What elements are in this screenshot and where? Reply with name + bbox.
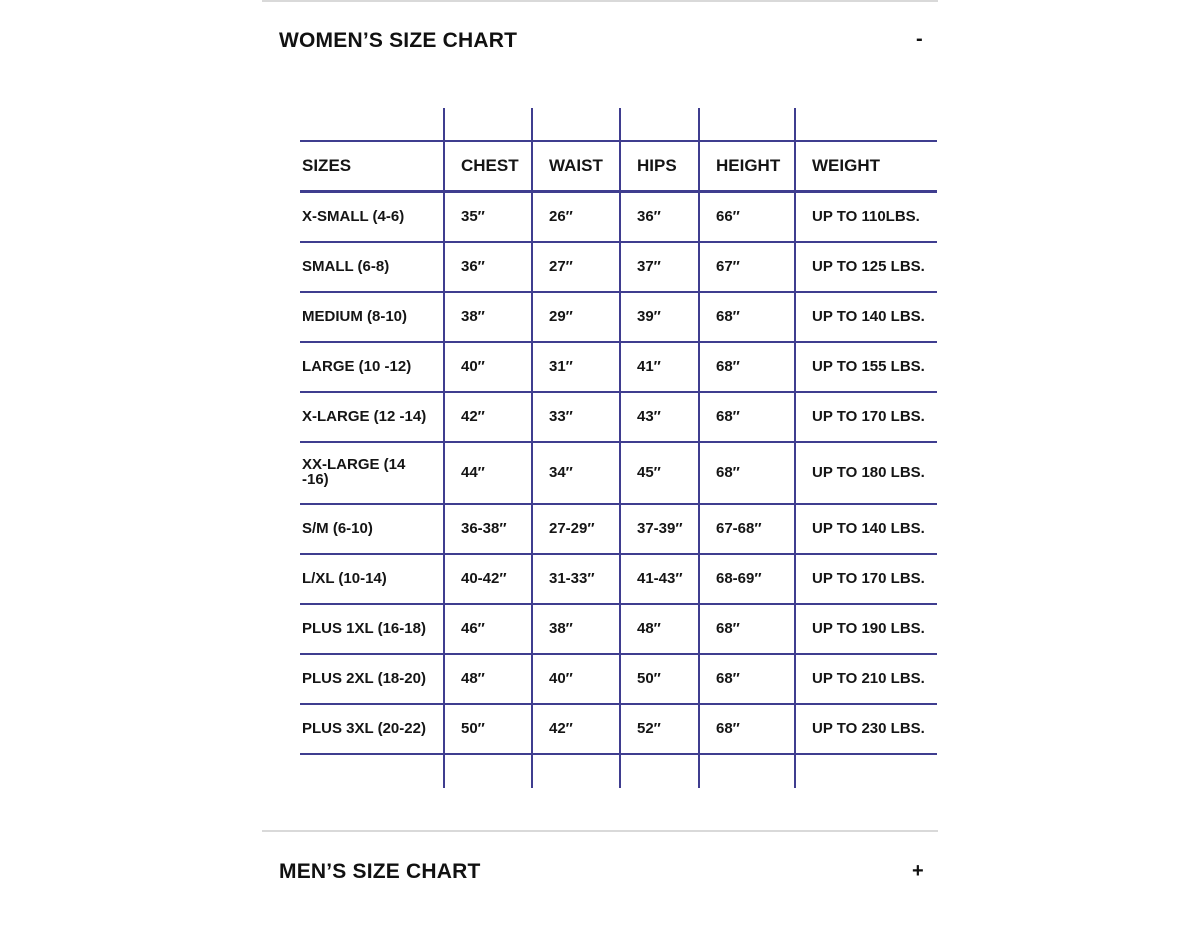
column-header-sizes: SIZES [302,156,352,175]
mens-expand-toggle[interactable]: + [912,860,924,882]
table-cell: 41-43″ [637,570,683,587]
table-cell: 38″ [461,308,485,325]
table-cell: 68″ [716,464,740,481]
table-cell: 40″ [549,670,573,687]
table-cell: 40-42″ [461,570,507,587]
table-cell: 37-39″ [637,520,683,537]
column-header-hips: HIPS [637,156,677,175]
table-cell: 26″ [549,207,573,225]
table-cell: 45″ [637,464,661,481]
header-underline [300,190,937,193]
table-cell: UP TO 110LBS. [812,207,920,225]
table-cell: 36-38″ [461,520,507,537]
table-cell: 68″ [716,308,740,325]
table-cell: 27-29″ [549,520,595,537]
grid-row-divider [300,653,937,655]
size-label: MEDIUM (8-10) [302,308,408,325]
size-label: LARGE (10 -12) [302,358,412,375]
grid-row-divider [300,140,937,142]
divider-top [262,0,938,2]
size-label: X-SMALL (4-6) [302,207,405,225]
table-cell: 34″ [549,464,573,481]
column-header-height: HEIGHT [716,156,781,175]
grid-row-divider [300,503,937,505]
table-cell: UP TO 180 LBS. [812,464,925,481]
size-label: X-LARGE (12 -14) [302,408,427,425]
table-cell: UP TO 170 LBS. [812,570,925,587]
grid-row-divider [300,241,937,243]
grid-row-divider [300,603,937,605]
table-cell: 33″ [549,408,573,425]
table-cell: UP TO 155 LBS. [812,358,925,375]
table-cell: 48″ [637,620,661,637]
table-cell: 68″ [716,408,740,425]
table-cell: 38″ [549,620,573,637]
grid-row-divider [300,341,937,343]
table-cell: 27″ [549,258,573,275]
divider-middle [262,830,938,832]
table-cell: 41″ [637,358,661,375]
size-label: XX-LARGE (14 -16) [302,456,406,488]
grid-column-divider [443,108,445,788]
table-cell: UP TO 190 LBS. [812,620,925,637]
table-cell: UP TO 210 LBS. [812,670,925,687]
womens-size-table [300,108,938,788]
table-cell: 68″ [716,620,740,637]
table-cell: UP TO 125 LBS. [812,258,925,275]
table-cell: 50″ [637,670,661,687]
grid-row-divider [300,703,937,705]
table-cell: 31-33″ [549,570,595,587]
table-cell: 48″ [461,670,485,687]
table-cell: 68″ [716,358,740,375]
column-header-weight: WEIGHT [812,156,880,175]
table-cell: 36″ [637,207,661,225]
table-cell: 42″ [461,408,485,425]
table-cell: 50″ [461,720,485,737]
table-cell: UP TO 230 LBS. [812,720,925,737]
table-cell: 40″ [461,358,485,375]
womens-collapse-toggle[interactable]: - [916,28,923,50]
size-label: PLUS 3XL (20-22) [302,720,426,737]
table-cell: 67″ [716,258,740,275]
table-cell: 67-68″ [716,520,762,537]
table-cell: 39″ [637,308,661,325]
size-label: SMALL (6-8) [302,258,390,275]
grid-column-divider [531,108,533,788]
table-cell: UP TO 140 LBS. [812,308,925,325]
grid-row-divider [300,753,937,755]
table-cell: 44″ [461,464,485,481]
table-cell: 29″ [549,308,573,325]
size-label: L/XL (10-14) [302,570,387,587]
table-cell: 37″ [637,258,661,275]
grid-row-divider [300,553,937,555]
size-label: PLUS 1XL (16-18) [302,620,426,637]
womens-size-chart-title[interactable]: WOMEN’S SIZE CHART [279,29,518,52]
column-header-chest: CHEST [461,156,519,175]
column-header-waist: WAIST [549,156,603,175]
grid-column-divider [794,108,796,788]
table-cell: 52″ [637,720,661,737]
grid-column-divider [698,108,700,788]
mens-size-chart-title[interactable]: MEN’S SIZE CHART [279,860,481,883]
table-cell: UP TO 170 LBS. [812,408,925,425]
table-cell: 46″ [461,620,485,637]
table-cell: 68-69″ [716,570,762,587]
table-cell: 43″ [637,408,661,425]
table-cell: 68″ [716,720,740,737]
table-cell: 31″ [549,358,573,375]
table-cell: 42″ [549,720,573,737]
grid-row-divider [300,291,937,293]
size-label: PLUS 2XL (18-20) [302,670,426,687]
table-cell: 35″ [461,207,485,225]
table-cell: UP TO 140 LBS. [812,520,925,537]
size-label: S/M (6-10) [302,520,373,537]
grid-column-divider [619,108,621,788]
table-cell: 68″ [716,670,740,687]
grid-row-divider [300,441,937,443]
grid-row-divider [300,391,937,393]
table-cell: 36″ [461,258,485,275]
table-cell: 66″ [716,207,740,225]
